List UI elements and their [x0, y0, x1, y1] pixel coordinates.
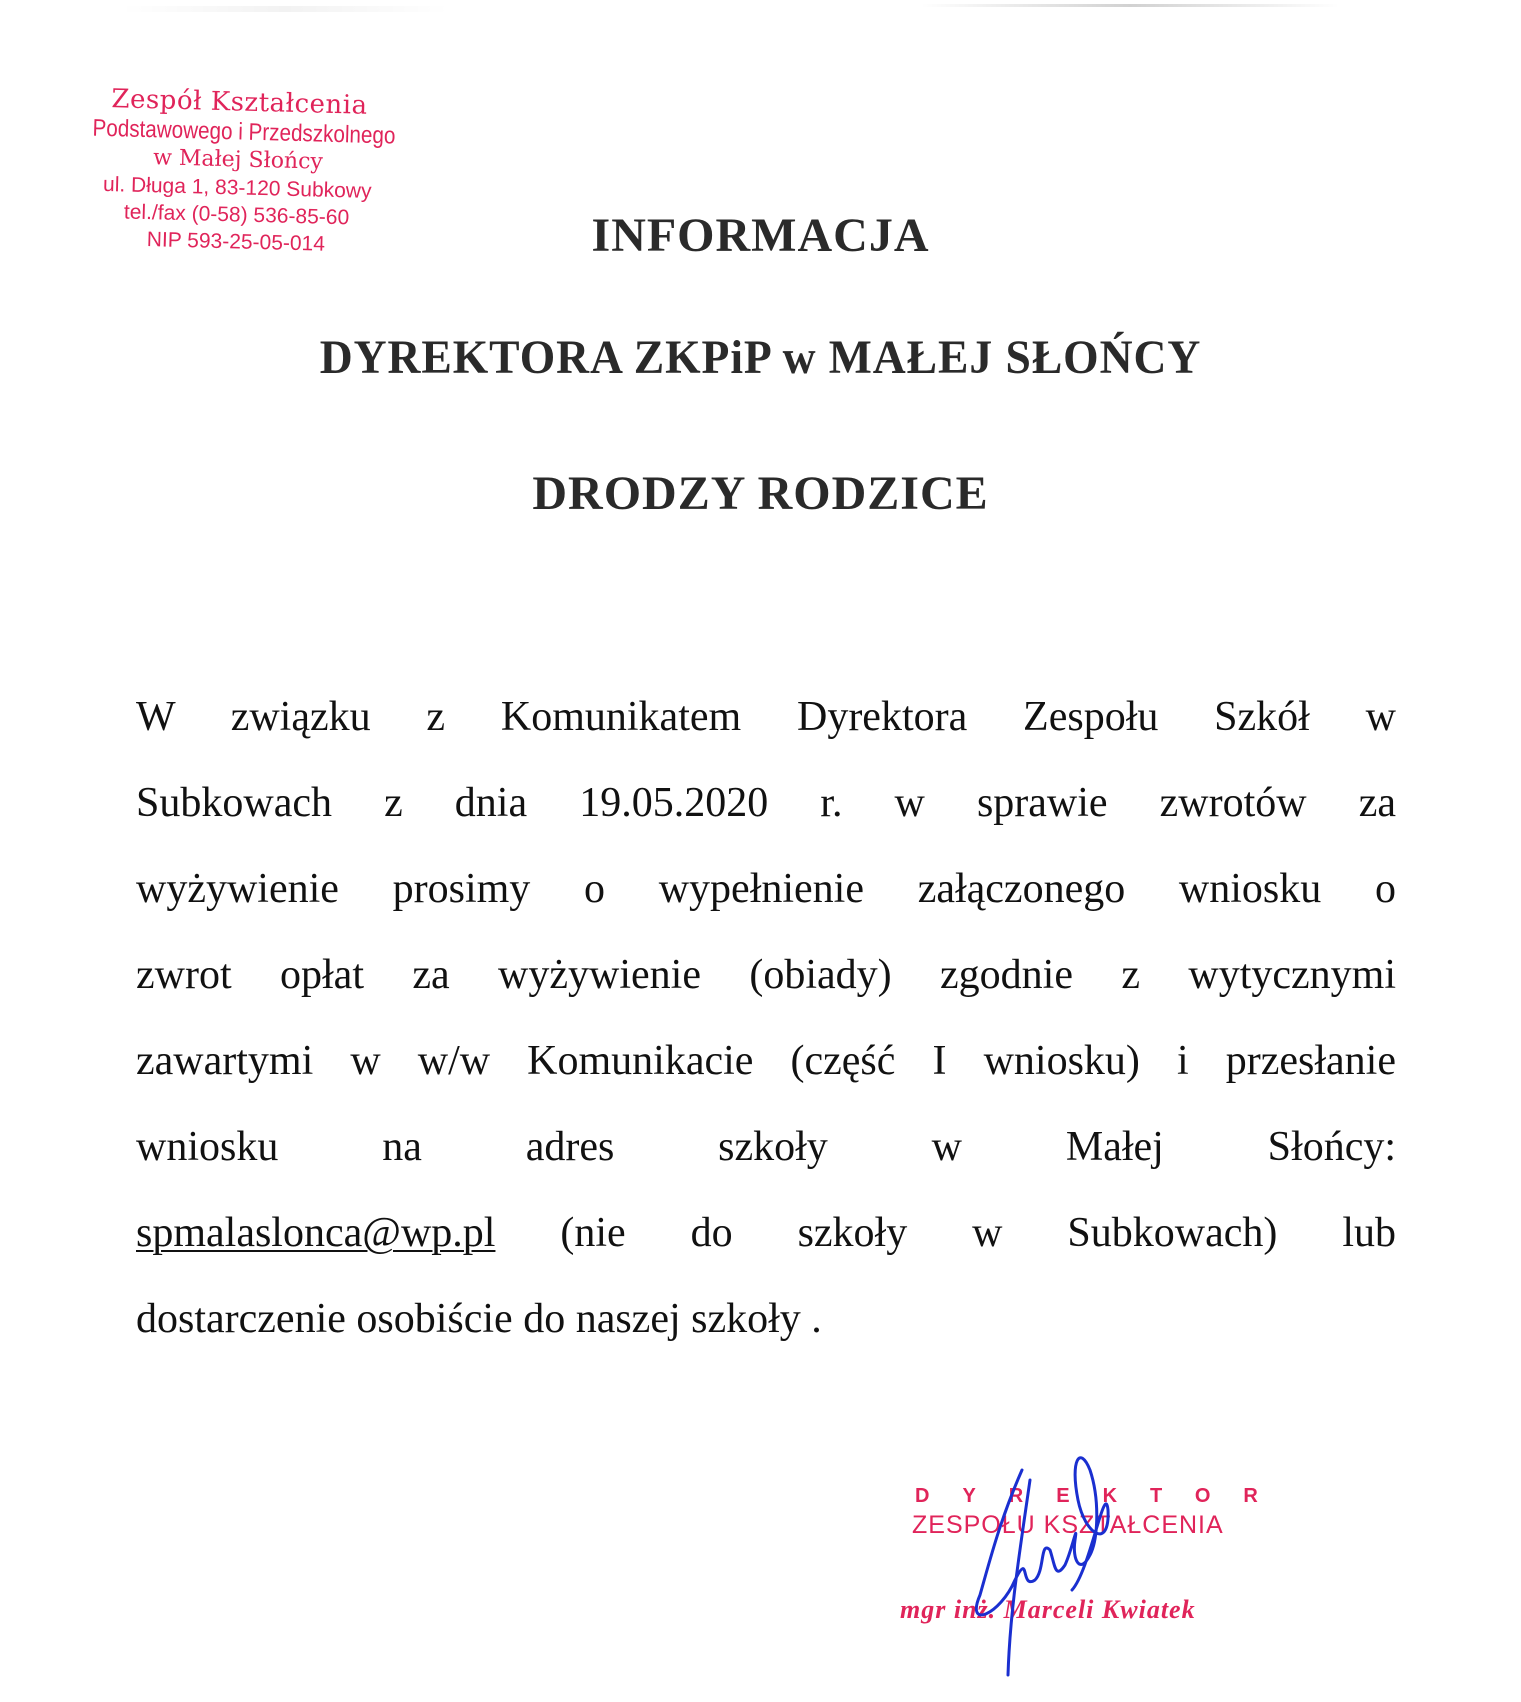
body-line: wyżywienie prosimy o wypełnienie załączonego wniosku o [136, 866, 1396, 912]
body-line: zwrot opłat za wyżywienie (obiady) zgodnie z wytycznymi [136, 952, 1396, 998]
stamp-line: Zespół Kształcenia [111, 84, 368, 121]
salutation: DRODZY RODZICE [532, 467, 989, 520]
body-line: W związku z Komunikatem Dyrektora Zespołu Szkół w [136, 694, 1396, 740]
stamp-phone: tel./fax (0-58) 536-85-60 [123, 200, 350, 230]
body-line: wniosku na adres szkoły w Małej Słońcy: [136, 1124, 1396, 1170]
stamp-line: Podstawowego i Przedszkolnego [92, 114, 396, 150]
body-line: dostarczenie osobiście do naszej szkoły . [136, 1296, 822, 1342]
body-paragraph [136, 674, 1396, 1362]
director-name: mgr inż. Marceli Kwiatek [900, 1595, 1196, 1624]
stamp-line: w Małej Słońcy [152, 145, 324, 175]
body-line: Subkowach z dnia 19.05.2020 r. w sprawie zwrotów za [136, 780, 1396, 826]
body-line-rest: (nie do szkoły w Subkowach) lub [560, 1210, 1396, 1256]
director-org: ZESPOŁU KSZTAŁCENIA [912, 1511, 1224, 1539]
director-title: DYREKTOR [915, 1485, 1291, 1507]
document-subtitle: DYREKTORA ZKPiP w MAŁEJ SŁOŃCY [319, 331, 1202, 384]
scan-artifact [120, 6, 450, 12]
document-title: INFORMACJA [591, 209, 930, 262]
scan-artifact [920, 4, 1340, 7]
body-line-email [136, 1190, 1396, 1276]
stamp-nip: NIP 593-25-05-014 [146, 228, 326, 256]
handwritten-signature-icon [960, 1440, 1200, 1680]
stamp-address: ul. Długa 1, 83-120 Subkowy [102, 172, 372, 203]
body-line: zawartymi w w/w Komunikacie (część I wniosku) i przesłanie [136, 1038, 1396, 1084]
email-link[interactable]: spmalaslonca@wp.pl [136, 1210, 496, 1256]
